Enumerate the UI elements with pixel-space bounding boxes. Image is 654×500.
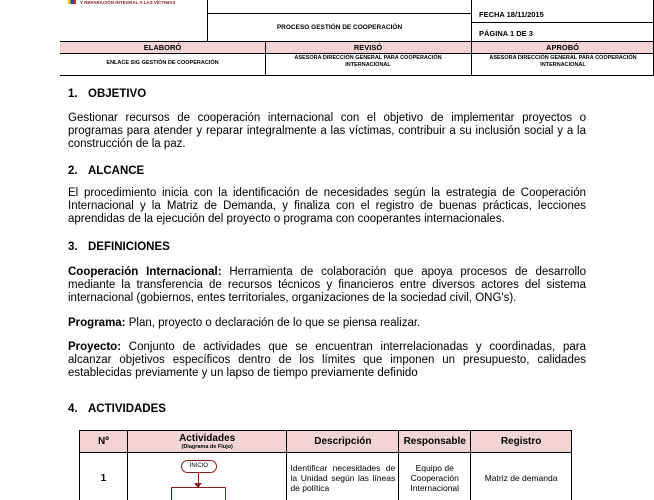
definition-programa: Programa: Plan, proyecto o declaración de lo que se piensa realizar. xyxy=(68,317,421,329)
signature-header-row xyxy=(60,42,654,54)
col-header-descripcion: Descripción xyxy=(287,431,399,453)
flow-diagram-cell xyxy=(127,453,287,500)
section-heading-alcance: 2. ALCANCE xyxy=(68,165,145,177)
section-heading-definiciones: 3. DEFINICIONES xyxy=(68,241,170,253)
section-heading-actividades: 4. ACTIVIDADES xyxy=(68,403,166,415)
document-date: FECHA 18/11/2015 xyxy=(479,10,544,19)
col-header-registro: Registro xyxy=(471,431,572,453)
col-header-num: Nº xyxy=(80,431,128,453)
aprobo-label: APROBÓ xyxy=(546,43,579,52)
objetivo-text: Gestionar recursos de cooperación internacional con el objetivo de implementar proyectos o programas para atender y reparar integralmente a las víctimas, contribuir a su inclusión social y a la construcción de la paz. xyxy=(68,112,586,150)
process-title: PROCESO GESTIÓN DE COOPERACIÓN xyxy=(276,24,403,31)
signature-body-row xyxy=(60,54,654,76)
col-header-responsable: Responsable xyxy=(399,431,471,453)
elaboro-value: ENLACE SIG GESTIÓN DE COOPERACIÓN xyxy=(106,60,219,66)
logo-cell xyxy=(60,0,208,42)
reviso-value: ASESORA DIRECCIÓN GENERAL PARA COOPERACIÓN INTERNACIONAL xyxy=(294,55,442,68)
logo-text: Y REPARACIÓN INTEGRAL A LAS VÍCTIMAS xyxy=(80,0,176,5)
definition-cooperacion: Cooperación Internacional: Herramienta de colaboración que apoya procesos de desarrollo mediante la transferencia de recursos técnicos y financieros entre diversos actores del sistema internacional (gobiernos, entes territoriales, organizaciones de la sociedad civil, ONG's). xyxy=(68,266,586,304)
colombia-flag-icon xyxy=(68,0,76,4)
row-registro: Matriz de demanda xyxy=(471,453,572,500)
section-heading-objetivo: 1. OBJETIVO xyxy=(68,88,147,100)
row-number: 1 xyxy=(80,453,128,500)
col-header-actividades: Actividades (Diagrama de Flujo) xyxy=(127,431,287,453)
page-number: PÁGINA 1 DE 3 xyxy=(479,29,533,38)
activities-table xyxy=(79,430,572,500)
alcance-text: El procedimiento inicia con la identificación de necesidades según la estrategia de Cooperación Internacional y la Matriz de Demanda, y finaliza con el registro de buenas prácticas, lecciones aprendidas de la ejecución del proyecto o programa con cooperantes internacionales. xyxy=(68,187,586,225)
table-header-row xyxy=(80,431,572,453)
flow-process-node xyxy=(171,487,226,500)
meta-cell xyxy=(471,0,654,42)
definition-proyecto: Proyecto: Conjunto de actividades que se encuentran interrelacionadas y coordinadas, para alcanzar objetivos específicos dentro de los límites que imponen un presupuesto, calidades establecidas previamente y un lapso de tiempo previamente definido xyxy=(68,341,586,379)
aprobo-value: ASESORA DIRECCIÓN GENERAL PARA COOPERACIÓN INTERNACIONAL xyxy=(489,55,637,68)
process-cell xyxy=(208,0,471,42)
flow-start-node: INICIO xyxy=(181,460,217,473)
row-responsable: Equipo de Cooperación Internacional xyxy=(399,453,471,500)
reviso-label: REVISÓ xyxy=(353,43,383,52)
table-row xyxy=(80,453,572,500)
elaboro-label: ELABORÓ xyxy=(143,43,182,52)
row-description: Identificar necesidades de la Unidad según las líneas de política xyxy=(287,453,399,500)
